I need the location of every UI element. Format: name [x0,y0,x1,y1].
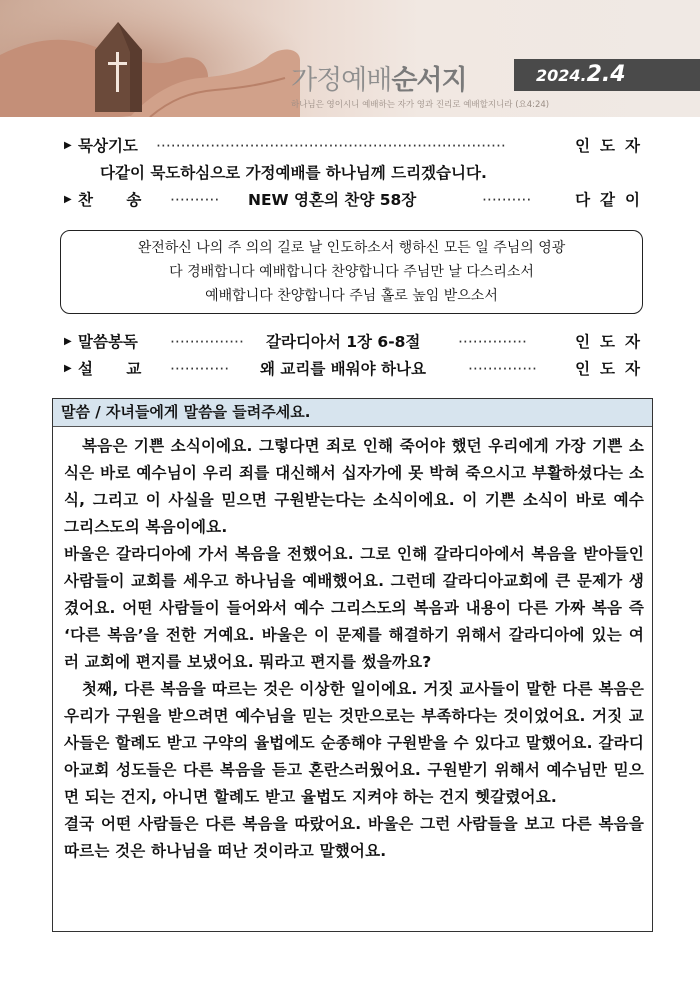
sermon-body [53,427,652,865]
order-leader: 인도자 [575,137,650,155]
hymn-lyrics-box [60,230,643,314]
order-leader: 다같이 [575,191,650,209]
leader-dots: ·············· [468,360,537,378]
leader-dots: ··············· [170,333,244,351]
leader-dots: ·········· [482,191,532,209]
order-label: 설 교 [78,360,156,378]
bullet-triangle-icon: ▶ [64,140,72,151]
sermon-paragraph: 바울은 갈라디아에 가서 복음을 전했어요. 그로 인해 갈라디아에서 복음을 받아들인 사람들이 교회를 세우고 하나님을 예배했어요. 그런데 갈라디아교회에 큰 문제가 생겼어요. 어떤 사람들이 들어와서 예수 그리스도의 복음과 내용이 다른 가짜 복음 즉 ‘다른 복음’을 전한 거예요. 바울은 이 문제를 해결하기 위해서 갈라디아에 있는 여러 교회에 편지를 보냈어요. 뭐라고 편지를 썼을까요? [64,545,644,671]
bullet-triangle-icon: ▶ [64,363,72,374]
order-title: NEW 영혼의 찬양 58장 [248,191,417,209]
sermon-paragraph: 복음은 기쁜 소식이에요. 그렇다면 죄로 인해 죽어야 했던 우리에게 가장 기쁜 소식은 바로 예수님이 우리 죄를 대신해서 십자가에 못 박혀 죽으시고 부활하셨다는 소식, 그리고 이 사실을 믿으면 구원받는다는 소식이에요. 이 기쁜 소식이 바로 예수 그리스도의 복음이에요. [64,437,644,536]
sermon-heading: 말씀 / 자녀들에게 말씀을 들려주세요. [53,399,652,427]
bulletin-title [291,58,467,97]
bullet-triangle-icon: ▶ [64,194,72,205]
leader-dots: ············ [170,360,230,378]
order-title: 갈라디아서 1장 6-8절 [266,333,421,351]
leader-dots: ·············· [458,333,527,351]
leader-dots: ·········· [170,191,220,209]
order-leader: 인도자 [575,333,650,351]
sermon-paragraph: 첫째, 다른 복음을 따르는 것은 이상한 일이에요. 거짓 교사들이 말한 다른 복음은 우리가 구원을 받으려면 예수님을 믿는 것만으로는 부족하다는 것이었어요. 거짓 교사들은 할례도 받고 구약의 율법에도 순종해야 구원받을 수 있다고 말했어요. 갈라디아교회 성도들은 다른 복음을 듣고 혼란스러웠어요. 구원받기 위해서 예수님만 믿으면 되는 건지, 아니면 할례도 받고 율법도 지켜야 하는 건지 헷갈렸어요. [64,680,644,806]
sermon-box [52,398,653,932]
sermon-paragraph: 결국 어떤 사람들은 다른 복음을 따랐어요. 바울은 그런 사람들을 보고 다른 복음을 따르는 것은 하나님을 떠난 것이라고 말했어요. [64,815,644,860]
order-hymn [64,188,650,212]
hymn-lyric-line: 완전하신 나의 주 의의 길로 날 인도하소서 행하신 모든 일 주님의 영광 [137,240,566,256]
header-verse: 하나님은 영이시니 예배하는 자가 영과 진리로 예배할지니라 (요4:24) [291,100,550,110]
order-leader: 인도자 [575,360,650,378]
order-label: 찬 송 [78,191,156,209]
order-label: 말씀봉독 [78,333,138,351]
leader-dots: ······································································· [156,137,506,155]
order-title: 왜 교리를 배워야 하나요 [260,360,426,378]
hands-holding-house-image [0,0,300,117]
date-day: 2.4 [586,62,626,87]
title-light: 가정예배 [291,65,392,96]
title-bold: 순서지 [391,65,467,96]
call-to-worship: 다같이 묵도하심으로 가정예배를 하나님께 드리겠습니다. [100,164,487,182]
date-year: 2024. [536,66,587,85]
date-badge [514,59,700,91]
hymn-lyric-line: 다 경배합니다 예배합니다 찬양합니다 주님만 날 다스리소서 [169,264,534,280]
bullet-triangle-icon: ▶ [64,336,72,347]
order-sermon [64,357,650,381]
hymn-lyric-line: 예배합니다 찬양합니다 주님 홀로 높임 받으소서 [205,288,498,304]
order-scripture [64,330,650,354]
order-meditation [64,134,650,158]
header-banner [0,0,700,117]
order-label: 묵상기도 [78,137,138,155]
